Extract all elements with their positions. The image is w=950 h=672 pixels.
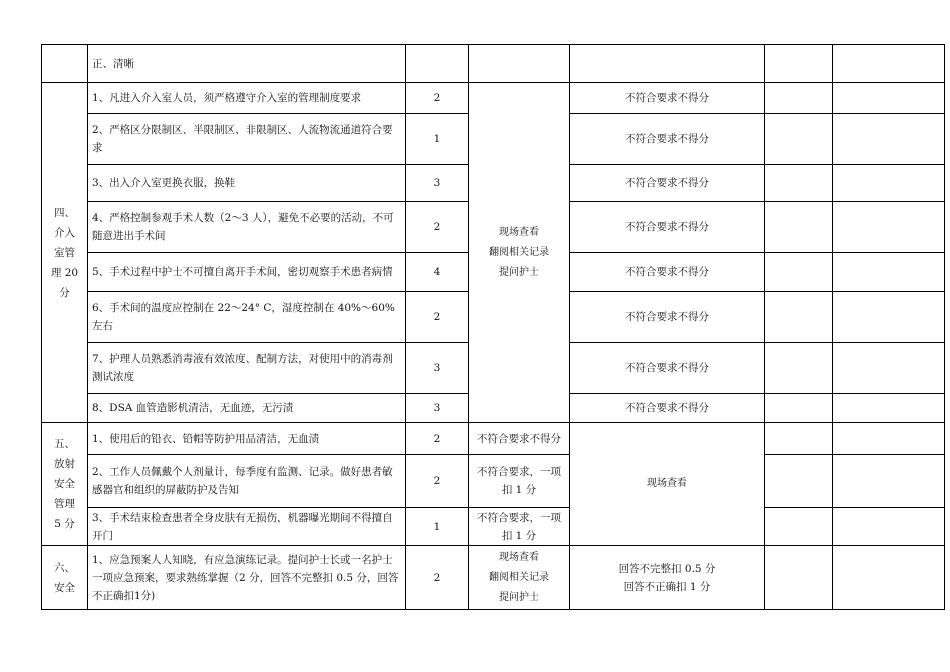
method-line: 翻阅相关记录 — [489, 246, 549, 258]
deduction-cell — [570, 546, 765, 610]
category-line: 六、 — [54, 561, 75, 574]
category-line: 5 分 — [54, 518, 75, 530]
deduction-cell: 不符合要求不得分 — [570, 292, 765, 343]
score-cell: 2 — [406, 546, 469, 610]
blank-cell — [833, 546, 945, 610]
deduction-cell — [570, 45, 765, 83]
deduction-cell: 不符合要求，一项扣 1 分 — [469, 455, 570, 508]
category-cell — [42, 45, 88, 83]
deduction-cell: 不符合要求不得分 — [570, 165, 765, 202]
blank-cell — [833, 423, 945, 455]
method-cell — [469, 45, 570, 83]
blank-cell — [765, 253, 833, 292]
table-row — [42, 508, 945, 546]
method-line: 现场查看 — [647, 478, 687, 489]
inspection-table — [41, 44, 945, 610]
category-line: 室管 — [54, 246, 75, 259]
requirement-cell: 2、工作人员佩戴个人剂量计，每季度有监测、记录。做好患者敏感器官和组织的屏蔽防护及告知 — [88, 455, 406, 508]
score-cell: 3 — [406, 343, 469, 394]
blank-cell — [833, 45, 945, 83]
requirement-cell: 1、应急预案人人知晓，有应急演练记录。提问护士长或一名护士一项应急预案，要求熟练掌握（2 分，回答不完整扣 0.5 分，回答不正确扣1分) — [88, 546, 406, 610]
blank-cell — [765, 202, 833, 253]
deduction-cell: 不符合要求不得分 — [570, 114, 765, 165]
deduction-cell: 不符合要求不得分 — [570, 83, 765, 114]
method-line: 提问护士 — [499, 266, 539, 278]
requirement-cell: 7、护理人员熟悉消毒液有效浓度、配制方法，对使用中的消毒剂测试浓度 — [88, 343, 406, 394]
blank-cell — [765, 508, 833, 546]
blank-cell — [833, 455, 945, 508]
deduction-cell: 不符合要求，一项扣 1 分 — [469, 508, 570, 546]
category-line: 安全 — [54, 581, 75, 594]
deduction-line: 回答不正确扣 1 分 — [623, 580, 711, 593]
blank-cell — [833, 343, 945, 394]
score-cell: 3 — [406, 394, 469, 423]
score-cell: 1 — [406, 508, 469, 546]
blank-cell — [765, 546, 833, 610]
category-line: 管理 — [54, 498, 75, 510]
requirement-cell: 3、手术结束检查患者全身皮肤有无损伤，机器曝光期间不得擅自开门 — [88, 508, 406, 546]
method-cell-radiation-safety — [570, 423, 765, 546]
score-cell: 1 — [406, 114, 469, 165]
deduction-cell: 不符合要求不得分 — [570, 394, 765, 423]
blank-cell — [765, 423, 833, 455]
method-line: 翻阅相关记录 — [489, 571, 549, 583]
blank-cell — [833, 508, 945, 546]
deduction-cell: 不符合要求不得分 — [570, 202, 765, 253]
blank-cell — [765, 83, 833, 114]
score-cell: 2 — [406, 423, 469, 455]
category-line: 介入 — [54, 226, 75, 239]
requirement-cell: 6、手术间的温度应控制在 22～24° C，湿度控制在 40%～60%左右 — [88, 292, 406, 343]
blank-cell — [833, 165, 945, 202]
blank-cell — [765, 292, 833, 343]
category-line: 分 — [59, 286, 70, 299]
score-cell: 2 — [406, 292, 469, 343]
table-row — [42, 45, 945, 83]
blank-cell — [833, 253, 945, 292]
requirement-cell: 4、严格控制参观手术人数（2～3 人），避免不必要的活动，不可随意进出手术间 — [88, 202, 406, 253]
score-cell: 2 — [406, 83, 469, 114]
score-cell: 2 — [406, 202, 469, 253]
blank-cell — [833, 394, 945, 423]
blank-cell — [765, 45, 833, 83]
requirement-cell: 5、手术过程中护士不可擅自离开手术间，密切观察手术患者病情 — [88, 253, 406, 292]
method-line: 现场查看 — [499, 226, 539, 238]
blank-cell — [765, 394, 833, 423]
category-cell-intervention-room — [42, 83, 88, 423]
requirement-cell: 1、凡进入介入室人员，须严格遵守介入室的管理制度要求 — [88, 83, 406, 114]
table-row — [42, 83, 945, 114]
blank-cell — [833, 114, 945, 165]
category-cell-safety — [42, 546, 88, 610]
score-cell: 2 — [406, 455, 469, 508]
category-line: 理 20 — [50, 266, 79, 279]
method-cell-safety — [469, 546, 570, 610]
blank-cell — [833, 83, 945, 114]
method-line: 提问护士 — [499, 591, 539, 603]
blank-cell — [765, 114, 833, 165]
requirement-cell: 正、清晰 — [88, 45, 406, 83]
category-line: 四、 — [54, 206, 75, 219]
deduction-cell: 不符合要求不得分 — [469, 423, 570, 455]
category-line: 五、 — [54, 438, 75, 450]
score-cell: 4 — [406, 253, 469, 292]
score-cell: 3 — [406, 165, 469, 202]
deduction-line: 回答不完整扣 0.5 分 — [618, 562, 716, 575]
deduction-cell: 不符合要求不得分 — [570, 253, 765, 292]
score-cell — [406, 45, 469, 83]
requirement-cell: 3、出入介入室更换衣服，换鞋 — [88, 165, 406, 202]
blank-cell — [765, 455, 833, 508]
category-cell-radiation-safety — [42, 423, 88, 546]
table-row — [42, 546, 945, 610]
blank-cell — [765, 343, 833, 394]
blank-cell — [833, 202, 945, 253]
method-cell-intervention-room — [469, 83, 570, 423]
requirement-cell: 8、DSA 血管造影机清洁，无血迹，无污渍 — [88, 394, 406, 423]
category-line: 放射 — [54, 458, 75, 470]
deduction-cell: 不符合要求不得分 — [570, 343, 765, 394]
category-line: 安全 — [54, 478, 75, 490]
table-row — [42, 455, 945, 508]
blank-cell — [833, 292, 945, 343]
requirement-cell: 1、使用后的铅衣、铅帽等防护用品清洁，无血渍 — [88, 423, 406, 455]
method-line: 现场查看 — [499, 551, 539, 563]
blank-cell — [765, 165, 833, 202]
table-row — [42, 423, 945, 455]
requirement-cell: 2、严格区分限制区、半限制区、非限制区、人流物流通道符合要求 — [88, 114, 406, 165]
